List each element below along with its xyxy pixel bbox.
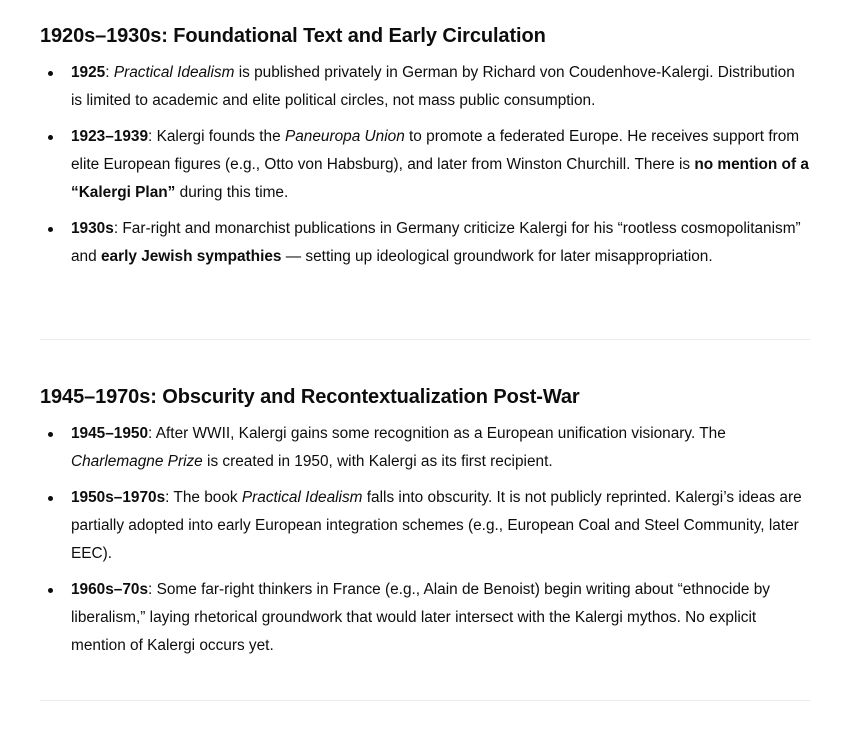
section-1920s-1930s — [40, 22, 810, 279]
bullet-icon — [48, 496, 53, 501]
item-label: 1923–1939 — [71, 128, 149, 145]
section-divider — [40, 700, 810, 701]
list-item: 1960s–70s: Some far-right thinkers in France (e.g., Alain de Benoist) begin writing about “ethnocide by liberalism,” laying rhetorical groundwork that would later intersect with the Kalergi mythos. No explicit mention of Kalergi occurs yet. — [40, 576, 810, 660]
emphasis-text: early Jewish sympathies — [100, 248, 282, 265]
timeline-list — [40, 59, 810, 271]
section-divider — [40, 339, 810, 340]
bullet-icon — [48, 227, 53, 232]
timeline-list — [40, 420, 810, 660]
list-item: 1923–1939: Kalergi founds the Paneuropa Union to promote a federated Europe. He receives support from elite European figures (e.g., Otto von Habsburg), and later from Winston Churchill. There is no mention of a “Kalergi Plan” during this time. — [40, 123, 810, 207]
section-heading: 1920s–1930s: Foundational Text and Early Circulation — [40, 25, 546, 47]
item-label: 1960s–70s — [71, 581, 149, 598]
book-title: Practical Idealism — [113, 64, 235, 81]
organization-name: Paneuropa Union — [284, 128, 405, 145]
item-label: 1925 — [71, 64, 106, 81]
bullet-icon — [48, 71, 53, 76]
item-label: 1950s–1970s — [71, 489, 166, 506]
emphasis-text: no mention of a “Kalergi Plan” — [71, 156, 809, 201]
list-item: 1930s: Far-right and monarchist publications in Germany criticize Kalergi for his “rootless cosmopolitanism” and early Jewish sympathies — setting up ideological groundwork for later misappropriation. — [40, 215, 810, 271]
list-item: 1925: Practical Idealism is published privately in German by Richard von Coudenhove-Kalergi. Distribution is limited to academic and elite political circles, not mass public consumption. — [40, 59, 810, 115]
item-label: 1930s — [71, 220, 114, 237]
book-title: Practical Idealism — [241, 489, 363, 506]
bullet-icon — [48, 135, 53, 140]
prize-name: Charlemagne Prize — [71, 453, 203, 470]
bullet-icon — [48, 432, 53, 437]
list-item: 1945–1950: After WWII, Kalergi gains some recognition as a European unification visionary. The Charlemagne Prize is created in 1950, with Kalergi as its first recipient. — [40, 420, 810, 476]
bullet-icon — [48, 588, 53, 593]
list-item: 1950s–1970s: The book Practical Idealism falls into obscurity. It is not publicly reprinted. Kalergi’s ideas are partially adopted into early European integration schemes (e.g., European Coal and Steel Community, later EEC). — [40, 484, 810, 568]
item-label: 1945–1950 — [71, 425, 149, 442]
section-1945-1970s — [40, 383, 810, 668]
section-heading: 1945–1970s: Obscurity and Recontextualization Post-War — [40, 386, 580, 408]
